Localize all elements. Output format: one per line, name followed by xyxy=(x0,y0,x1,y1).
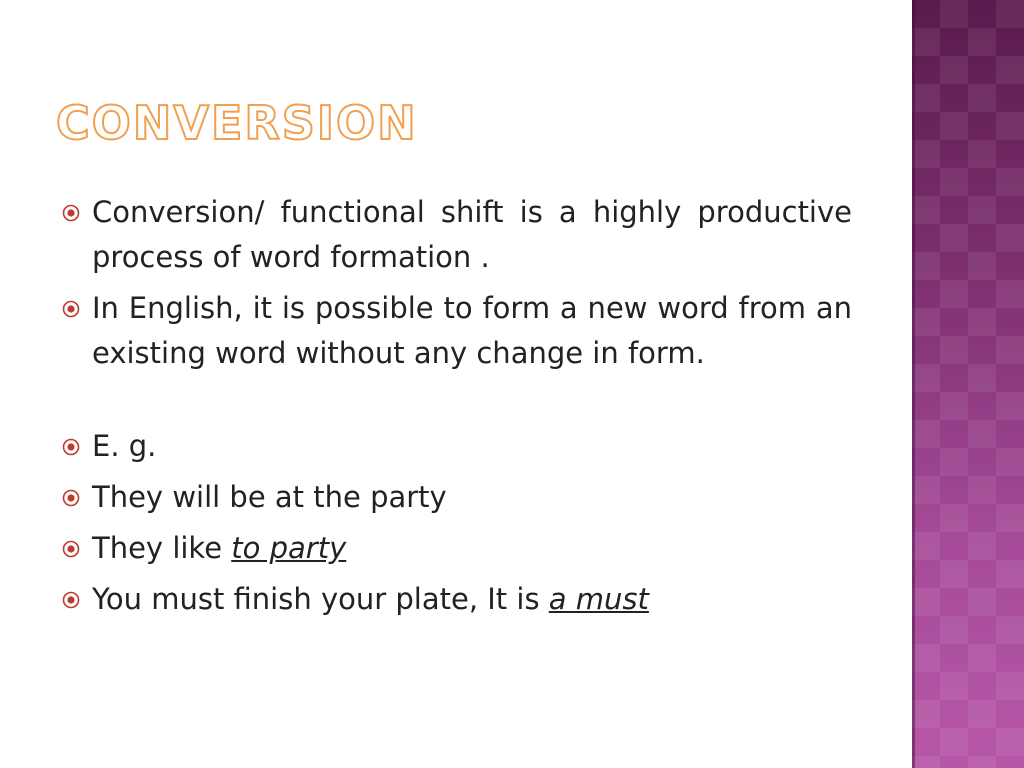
target-circle-icon xyxy=(62,475,92,520)
bullet-prefix: They like xyxy=(92,531,232,565)
target-circle-icon xyxy=(62,424,92,469)
bullet-item xyxy=(62,286,852,376)
bullet-prefix: You must finish your plate, It is xyxy=(92,582,549,616)
target-circle-icon xyxy=(62,286,92,331)
bullet-text: Conversion/ functional shift is a highly productive process of word formation . xyxy=(92,195,852,274)
target-circle-icon xyxy=(62,526,92,571)
bullet-list xyxy=(62,190,852,628)
bullet-text: They will be at the party xyxy=(92,480,447,514)
bullet-text: E. g. xyxy=(92,429,157,463)
bullet-item xyxy=(62,190,852,280)
bullet-item xyxy=(62,424,852,469)
slide-title: CONVERSION xyxy=(56,96,418,150)
bullet-item xyxy=(62,475,852,520)
decorative-side-band xyxy=(912,0,1024,768)
bullet-text xyxy=(92,577,852,622)
target-circle-icon xyxy=(62,577,92,622)
bullet-text xyxy=(92,526,852,571)
example-emphasis: to party xyxy=(231,531,347,565)
bullet-text: In English, it is possible to form a new word from an existing word without any change in form. xyxy=(92,291,852,370)
example-emphasis: a must xyxy=(548,582,649,616)
target-circle-icon xyxy=(62,190,92,235)
bullet-item xyxy=(62,577,852,622)
bullet-item xyxy=(62,526,852,571)
